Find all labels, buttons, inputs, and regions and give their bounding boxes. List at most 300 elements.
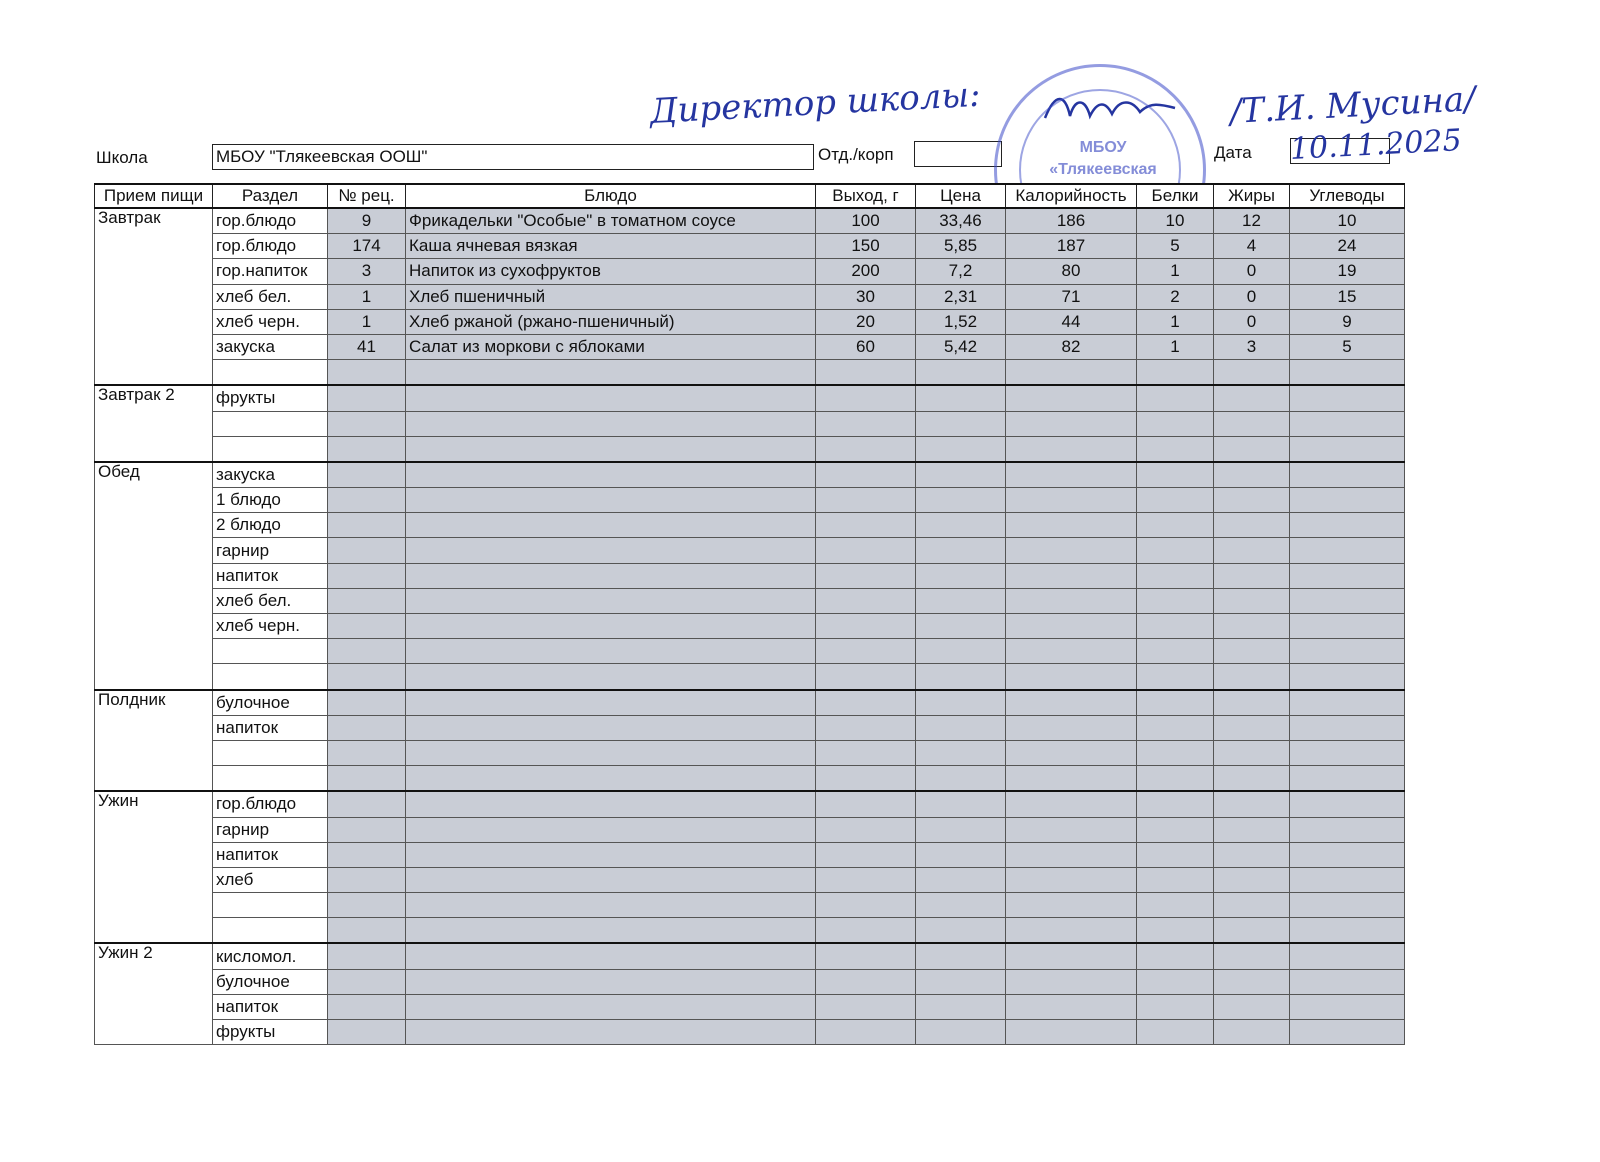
calories-cell[interactable] xyxy=(1006,943,1137,969)
yield-cell[interactable] xyxy=(816,740,916,765)
section-cell[interactable] xyxy=(213,740,328,765)
recipe-cell[interactable]: 41 xyxy=(328,334,406,359)
carbs-cell[interactable] xyxy=(1290,943,1405,969)
carbs-cell[interactable] xyxy=(1290,690,1405,716)
protein-cell[interactable]: 1 xyxy=(1137,309,1214,334)
dish-cell[interactable] xyxy=(406,664,816,690)
price-cell[interactable] xyxy=(916,488,1006,513)
dish-cell[interactable] xyxy=(406,385,816,411)
fat-cell[interactable] xyxy=(1214,817,1290,842)
section-cell[interactable] xyxy=(213,436,328,462)
price-cell[interactable] xyxy=(916,614,1006,639)
protein-cell[interactable] xyxy=(1137,918,1214,944)
price-cell[interactable]: 1,52 xyxy=(916,309,1006,334)
fat-cell[interactable]: 0 xyxy=(1214,284,1290,309)
calories-cell[interactable] xyxy=(1006,664,1137,690)
fat-cell[interactable] xyxy=(1214,918,1290,944)
dish-cell[interactable] xyxy=(406,994,816,1019)
section-cell[interactable]: 2 блюдо xyxy=(213,513,328,538)
calories-cell[interactable] xyxy=(1006,690,1137,716)
protein-cell[interactable] xyxy=(1137,766,1214,792)
price-cell[interactable] xyxy=(916,513,1006,538)
dish-cell[interactable] xyxy=(406,690,816,716)
yield-cell[interactable]: 30 xyxy=(816,284,916,309)
dish-cell[interactable] xyxy=(406,639,816,664)
protein-cell[interactable] xyxy=(1137,360,1214,386)
yield-cell[interactable] xyxy=(816,817,916,842)
carbs-cell[interactable]: 19 xyxy=(1290,259,1405,284)
price-cell[interactable] xyxy=(916,893,1006,918)
yield-cell[interactable]: 200 xyxy=(816,259,916,284)
price-cell[interactable] xyxy=(916,791,1006,817)
carbs-cell[interactable] xyxy=(1290,766,1405,792)
calories-cell[interactable] xyxy=(1006,994,1137,1019)
fat-cell[interactable]: 0 xyxy=(1214,309,1290,334)
recipe-cell[interactable] xyxy=(328,842,406,867)
price-cell[interactable]: 2,31 xyxy=(916,284,1006,309)
calories-cell[interactable] xyxy=(1006,563,1137,588)
section-cell[interactable]: гарнир xyxy=(213,538,328,563)
yield-cell[interactable] xyxy=(816,538,916,563)
calories-cell[interactable] xyxy=(1006,867,1137,892)
section-cell[interactable] xyxy=(213,766,328,792)
recipe-cell[interactable] xyxy=(328,766,406,792)
dish-cell[interactable] xyxy=(406,817,816,842)
calories-cell[interactable] xyxy=(1006,488,1137,513)
price-cell[interactable] xyxy=(916,462,1006,488)
protein-cell[interactable]: 1 xyxy=(1137,259,1214,284)
yield-cell[interactable] xyxy=(816,791,916,817)
protein-cell[interactable] xyxy=(1137,740,1214,765)
price-cell[interactable] xyxy=(916,842,1006,867)
recipe-cell[interactable] xyxy=(328,791,406,817)
yield-cell[interactable] xyxy=(816,766,916,792)
carbs-cell[interactable] xyxy=(1290,817,1405,842)
recipe-cell[interactable] xyxy=(328,488,406,513)
fat-cell[interactable]: 12 xyxy=(1214,208,1290,234)
section-cell[interactable]: фрукты xyxy=(213,1020,328,1045)
recipe-cell[interactable] xyxy=(328,360,406,386)
recipe-cell[interactable] xyxy=(328,893,406,918)
protein-cell[interactable]: 10 xyxy=(1137,208,1214,234)
protein-cell[interactable] xyxy=(1137,969,1214,994)
section-cell[interactable]: хлеб xyxy=(213,867,328,892)
fat-cell[interactable] xyxy=(1214,740,1290,765)
recipe-cell[interactable] xyxy=(328,385,406,411)
dish-cell[interactable] xyxy=(406,943,816,969)
fat-cell[interactable] xyxy=(1214,842,1290,867)
dish-cell[interactable] xyxy=(406,563,816,588)
price-cell[interactable] xyxy=(916,943,1006,969)
recipe-cell[interactable] xyxy=(328,1020,406,1045)
carbs-cell[interactable] xyxy=(1290,588,1405,613)
fat-cell[interactable] xyxy=(1214,791,1290,817)
carbs-cell[interactable] xyxy=(1290,918,1405,944)
carbs-cell[interactable]: 5 xyxy=(1290,334,1405,359)
recipe-cell[interactable] xyxy=(328,690,406,716)
protein-cell[interactable] xyxy=(1137,1020,1214,1045)
fat-cell[interactable]: 4 xyxy=(1214,234,1290,259)
protein-cell[interactable] xyxy=(1137,994,1214,1019)
section-cell[interactable]: напиток xyxy=(213,715,328,740)
carbs-cell[interactable] xyxy=(1290,867,1405,892)
price-cell[interactable] xyxy=(916,664,1006,690)
yield-cell[interactable] xyxy=(816,664,916,690)
fat-cell[interactable] xyxy=(1214,1020,1290,1045)
calories-cell[interactable]: 71 xyxy=(1006,284,1137,309)
calories-cell[interactable] xyxy=(1006,538,1137,563)
carbs-cell[interactable] xyxy=(1290,538,1405,563)
recipe-cell[interactable]: 9 xyxy=(328,208,406,234)
recipe-cell[interactable]: 3 xyxy=(328,259,406,284)
dish-cell[interactable] xyxy=(406,969,816,994)
fat-cell[interactable] xyxy=(1214,614,1290,639)
recipe-cell[interactable] xyxy=(328,639,406,664)
section-cell[interactable] xyxy=(213,639,328,664)
yield-cell[interactable] xyxy=(816,715,916,740)
protein-cell[interactable] xyxy=(1137,664,1214,690)
yield-cell[interactable] xyxy=(816,1020,916,1045)
protein-cell[interactable] xyxy=(1137,791,1214,817)
section-cell[interactable]: напиток xyxy=(213,563,328,588)
calories-cell[interactable]: 187 xyxy=(1006,234,1137,259)
protein-cell[interactable] xyxy=(1137,639,1214,664)
yield-cell[interactable] xyxy=(816,513,916,538)
yield-cell[interactable] xyxy=(816,360,916,386)
dish-cell[interactable] xyxy=(406,766,816,792)
dish-cell[interactable] xyxy=(406,462,816,488)
fat-cell[interactable] xyxy=(1214,639,1290,664)
price-cell[interactable] xyxy=(916,740,1006,765)
carbs-cell[interactable] xyxy=(1290,740,1405,765)
fat-cell[interactable] xyxy=(1214,411,1290,436)
carbs-cell[interactable] xyxy=(1290,462,1405,488)
fat-cell[interactable] xyxy=(1214,867,1290,892)
dish-cell[interactable]: Хлеб ржаной (ржано-пшеничный) xyxy=(406,309,816,334)
section-cell[interactable]: гарнир xyxy=(213,817,328,842)
section-cell[interactable]: гор.блюдо xyxy=(213,791,328,817)
price-cell[interactable]: 33,46 xyxy=(916,208,1006,234)
carbs-cell[interactable]: 9 xyxy=(1290,309,1405,334)
calories-cell[interactable]: 82 xyxy=(1006,334,1137,359)
section-cell[interactable]: напиток xyxy=(213,842,328,867)
price-cell[interactable] xyxy=(916,918,1006,944)
price-cell[interactable] xyxy=(916,690,1006,716)
carbs-cell[interactable] xyxy=(1290,893,1405,918)
dish-cell[interactable] xyxy=(406,488,816,513)
recipe-cell[interactable] xyxy=(328,436,406,462)
fat-cell[interactable] xyxy=(1214,664,1290,690)
section-cell[interactable]: хлеб черн. xyxy=(213,309,328,334)
calories-cell[interactable] xyxy=(1006,385,1137,411)
recipe-cell[interactable] xyxy=(328,614,406,639)
dish-cell[interactable] xyxy=(406,918,816,944)
carbs-cell[interactable] xyxy=(1290,994,1405,1019)
fat-cell[interactable] xyxy=(1214,690,1290,716)
calories-cell[interactable]: 186 xyxy=(1006,208,1137,234)
protein-cell[interactable]: 2 xyxy=(1137,284,1214,309)
recipe-cell[interactable] xyxy=(328,538,406,563)
section-cell[interactable]: хлеб бел. xyxy=(213,588,328,613)
dish-cell[interactable] xyxy=(406,791,816,817)
calories-cell[interactable] xyxy=(1006,360,1137,386)
dish-cell[interactable]: Хлеб пшеничный xyxy=(406,284,816,309)
fat-cell[interactable] xyxy=(1214,766,1290,792)
recipe-cell[interactable] xyxy=(328,588,406,613)
fat-cell[interactable]: 0 xyxy=(1214,259,1290,284)
yield-cell[interactable] xyxy=(816,488,916,513)
fat-cell[interactable] xyxy=(1214,715,1290,740)
recipe-cell[interactable] xyxy=(328,817,406,842)
price-cell[interactable] xyxy=(916,867,1006,892)
dish-cell[interactable] xyxy=(406,411,816,436)
price-cell[interactable] xyxy=(916,588,1006,613)
recipe-cell[interactable] xyxy=(328,943,406,969)
yield-cell[interactable] xyxy=(816,867,916,892)
carbs-cell[interactable] xyxy=(1290,488,1405,513)
recipe-cell[interactable]: 1 xyxy=(328,284,406,309)
protein-cell[interactable] xyxy=(1137,943,1214,969)
calories-cell[interactable] xyxy=(1006,436,1137,462)
yield-cell[interactable] xyxy=(816,969,916,994)
carbs-cell[interactable] xyxy=(1290,969,1405,994)
section-cell[interactable] xyxy=(213,918,328,944)
carbs-cell[interactable]: 24 xyxy=(1290,234,1405,259)
section-cell[interactable]: 1 блюдо xyxy=(213,488,328,513)
recipe-cell[interactable] xyxy=(328,513,406,538)
recipe-cell[interactable] xyxy=(328,411,406,436)
price-cell[interactable] xyxy=(916,360,1006,386)
price-cell[interactable] xyxy=(916,563,1006,588)
carbs-cell[interactable] xyxy=(1290,639,1405,664)
dish-cell[interactable] xyxy=(406,588,816,613)
calories-cell[interactable] xyxy=(1006,842,1137,867)
carbs-cell[interactable] xyxy=(1290,791,1405,817)
calories-cell[interactable] xyxy=(1006,715,1137,740)
protein-cell[interactable]: 5 xyxy=(1137,234,1214,259)
price-cell[interactable] xyxy=(916,766,1006,792)
yield-cell[interactable] xyxy=(816,690,916,716)
fat-cell[interactable] xyxy=(1214,488,1290,513)
yield-cell[interactable] xyxy=(816,614,916,639)
price-cell[interactable]: 5,42 xyxy=(916,334,1006,359)
recipe-cell[interactable] xyxy=(328,462,406,488)
recipe-cell[interactable] xyxy=(328,664,406,690)
calories-cell[interactable] xyxy=(1006,639,1137,664)
yield-cell[interactable] xyxy=(816,994,916,1019)
yield-cell[interactable] xyxy=(816,842,916,867)
dish-cell[interactable]: Салат из моркови с яблоками xyxy=(406,334,816,359)
school-field[interactable]: МБОУ "Тлякеевская ООШ" xyxy=(212,144,814,170)
yield-cell[interactable] xyxy=(816,462,916,488)
fat-cell[interactable] xyxy=(1214,563,1290,588)
yield-cell[interactable] xyxy=(816,588,916,613)
dish-cell[interactable] xyxy=(406,893,816,918)
section-cell[interactable]: закуска xyxy=(213,462,328,488)
yield-cell[interactable] xyxy=(816,411,916,436)
price-cell[interactable] xyxy=(916,969,1006,994)
carbs-cell[interactable] xyxy=(1290,614,1405,639)
section-cell[interactable]: хлеб бел. xyxy=(213,284,328,309)
price-cell[interactable] xyxy=(916,994,1006,1019)
fat-cell[interactable] xyxy=(1214,943,1290,969)
section-cell[interactable]: булочное xyxy=(213,969,328,994)
protein-cell[interactable] xyxy=(1137,614,1214,639)
protein-cell[interactable] xyxy=(1137,893,1214,918)
protein-cell[interactable] xyxy=(1137,715,1214,740)
calories-cell[interactable] xyxy=(1006,918,1137,944)
yield-cell[interactable] xyxy=(816,436,916,462)
calories-cell[interactable]: 44 xyxy=(1006,309,1137,334)
carbs-cell[interactable] xyxy=(1290,1020,1405,1045)
price-cell[interactable]: 7,2 xyxy=(916,259,1006,284)
section-cell[interactable]: хлеб черн. xyxy=(213,614,328,639)
calories-cell[interactable] xyxy=(1006,411,1137,436)
protein-cell[interactable] xyxy=(1137,411,1214,436)
dish-cell[interactable] xyxy=(406,715,816,740)
dish-cell[interactable] xyxy=(406,538,816,563)
calories-cell[interactable] xyxy=(1006,1020,1137,1045)
dish-cell[interactable] xyxy=(406,842,816,867)
section-cell[interactable]: фрукты xyxy=(213,385,328,411)
calories-cell[interactable] xyxy=(1006,614,1137,639)
section-cell[interactable]: гор.блюдо xyxy=(213,234,328,259)
carbs-cell[interactable] xyxy=(1290,664,1405,690)
recipe-cell[interactable] xyxy=(328,867,406,892)
protein-cell[interactable] xyxy=(1137,513,1214,538)
dish-cell[interactable]: Каша ячневая вязкая xyxy=(406,234,816,259)
dish-cell[interactable] xyxy=(406,867,816,892)
price-cell[interactable] xyxy=(916,385,1006,411)
yield-cell[interactable] xyxy=(816,893,916,918)
carbs-cell[interactable] xyxy=(1290,436,1405,462)
fat-cell[interactable] xyxy=(1214,462,1290,488)
protein-cell[interactable] xyxy=(1137,462,1214,488)
fat-cell[interactable] xyxy=(1214,538,1290,563)
dish-cell[interactable] xyxy=(406,513,816,538)
yield-cell[interactable] xyxy=(816,385,916,411)
price-cell[interactable] xyxy=(916,411,1006,436)
protein-cell[interactable] xyxy=(1137,563,1214,588)
price-cell[interactable] xyxy=(916,538,1006,563)
calories-cell[interactable] xyxy=(1006,513,1137,538)
fat-cell[interactable] xyxy=(1214,385,1290,411)
fat-cell[interactable] xyxy=(1214,360,1290,386)
dish-cell[interactable] xyxy=(406,1020,816,1045)
protein-cell[interactable] xyxy=(1137,867,1214,892)
section-cell[interactable]: кисломол. xyxy=(213,943,328,969)
yield-cell[interactable]: 150 xyxy=(816,234,916,259)
recipe-cell[interactable] xyxy=(328,969,406,994)
carbs-cell[interactable] xyxy=(1290,715,1405,740)
protein-cell[interactable] xyxy=(1137,385,1214,411)
yield-cell[interactable] xyxy=(816,639,916,664)
fat-cell[interactable] xyxy=(1214,588,1290,613)
section-cell[interactable]: гор.напиток xyxy=(213,259,328,284)
fat-cell[interactable] xyxy=(1214,893,1290,918)
carbs-cell[interactable] xyxy=(1290,360,1405,386)
recipe-cell[interactable] xyxy=(328,563,406,588)
section-cell[interactable]: закуска xyxy=(213,334,328,359)
protein-cell[interactable] xyxy=(1137,488,1214,513)
yield-cell[interactable] xyxy=(816,918,916,944)
carbs-cell[interactable] xyxy=(1290,563,1405,588)
price-cell[interactable] xyxy=(916,1020,1006,1045)
calories-cell[interactable] xyxy=(1006,817,1137,842)
protein-cell[interactable] xyxy=(1137,436,1214,462)
fat-cell[interactable] xyxy=(1214,513,1290,538)
calories-cell[interactable] xyxy=(1006,740,1137,765)
recipe-cell[interactable] xyxy=(328,994,406,1019)
dish-cell[interactable]: Фрикадельки "Особые" в томатном соусе xyxy=(406,208,816,234)
yield-cell[interactable] xyxy=(816,943,916,969)
dish-cell[interactable]: Напиток из сухофруктов xyxy=(406,259,816,284)
carbs-cell[interactable] xyxy=(1290,842,1405,867)
protein-cell[interactable] xyxy=(1137,588,1214,613)
table-row xyxy=(95,766,1405,792)
carbs-cell[interactable] xyxy=(1290,411,1405,436)
fat-cell[interactable] xyxy=(1214,969,1290,994)
section-cell[interactable] xyxy=(213,360,328,386)
calories-cell[interactable] xyxy=(1006,462,1137,488)
recipe-cell[interactable]: 174 xyxy=(328,234,406,259)
recipe-cell[interactable] xyxy=(328,715,406,740)
carbs-cell[interactable]: 10 xyxy=(1290,208,1405,234)
section-cell[interactable] xyxy=(213,893,328,918)
price-cell[interactable] xyxy=(916,639,1006,664)
fat-cell[interactable]: 3 xyxy=(1214,334,1290,359)
price-cell[interactable] xyxy=(916,436,1006,462)
fat-cell[interactable] xyxy=(1214,436,1290,462)
calories-cell[interactable] xyxy=(1006,791,1137,817)
price-cell[interactable]: 5,85 xyxy=(916,234,1006,259)
yield-cell[interactable]: 100 xyxy=(816,208,916,234)
price-cell[interactable] xyxy=(916,715,1006,740)
carbs-cell[interactable]: 15 xyxy=(1290,284,1405,309)
protein-cell[interactable] xyxy=(1137,817,1214,842)
yield-cell[interactable]: 60 xyxy=(816,334,916,359)
recipe-cell[interactable]: 1 xyxy=(328,309,406,334)
protein-cell[interactable] xyxy=(1137,538,1214,563)
dept-field[interactable] xyxy=(914,141,1002,167)
fat-cell[interactable] xyxy=(1214,994,1290,1019)
calories-cell[interactable] xyxy=(1006,969,1137,994)
protein-cell[interactable] xyxy=(1137,842,1214,867)
recipe-cell[interactable] xyxy=(328,918,406,944)
calories-cell[interactable]: 80 xyxy=(1006,259,1137,284)
dish-cell[interactable] xyxy=(406,614,816,639)
protein-cell[interactable] xyxy=(1137,690,1214,716)
price-cell[interactable] xyxy=(916,817,1006,842)
yield-cell[interactable]: 20 xyxy=(816,309,916,334)
section-cell[interactable] xyxy=(213,411,328,436)
dish-cell[interactable] xyxy=(406,360,816,386)
dish-cell[interactable] xyxy=(406,740,816,765)
section-cell[interactable]: напиток xyxy=(213,994,328,1019)
section-cell[interactable]: гор.блюдо xyxy=(213,208,328,234)
calories-cell[interactable] xyxy=(1006,893,1137,918)
yield-cell[interactable] xyxy=(816,563,916,588)
calories-cell[interactable] xyxy=(1006,766,1137,792)
section-cell[interactable]: булочное xyxy=(213,690,328,716)
calories-cell[interactable] xyxy=(1006,588,1137,613)
protein-cell[interactable]: 1 xyxy=(1137,334,1214,359)
carbs-cell[interactable] xyxy=(1290,513,1405,538)
recipe-cell[interactable] xyxy=(328,740,406,765)
dish-cell[interactable] xyxy=(406,436,816,462)
section-cell[interactable] xyxy=(213,664,328,690)
carbs-cell[interactable] xyxy=(1290,385,1405,411)
